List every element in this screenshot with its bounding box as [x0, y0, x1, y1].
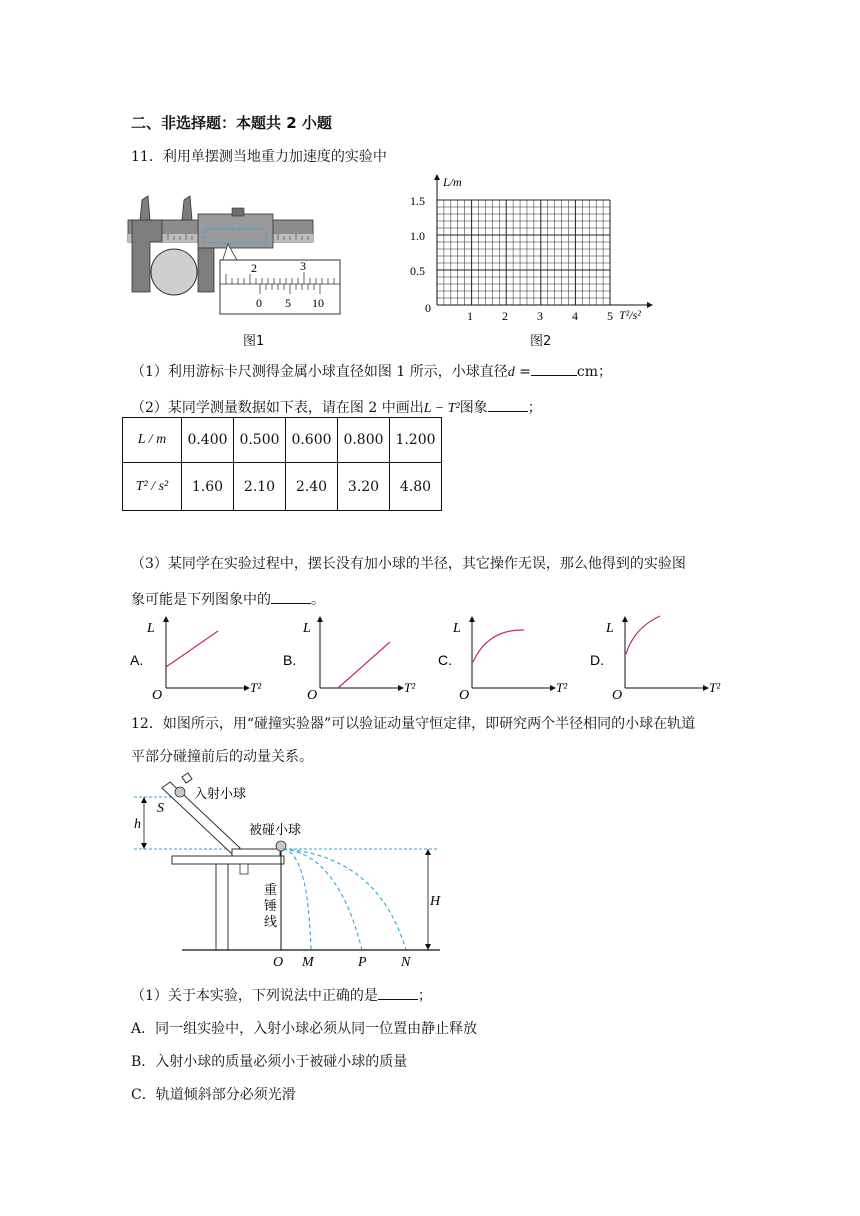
- svg-text:2: 2: [502, 309, 508, 323]
- table-row-header: L / m: [123, 418, 182, 463]
- option-d-graph: [590, 616, 721, 703]
- svg-text:T²/s²: T²/s²: [619, 308, 641, 322]
- answer-blank-diameter[interactable]: [531, 361, 577, 376]
- table-row: [123, 418, 442, 463]
- q12-choice-b[interactable]: B．入射小球的质量必须小于被碰小球的质量: [131, 1054, 408, 1070]
- svg-text:0: 0: [425, 301, 431, 315]
- q12-choice-a[interactable]: A．同一组实验中，入射小球必须从同一位置由静止释放: [131, 1021, 478, 1037]
- svg-text:O: O: [459, 688, 470, 703]
- q12-stem-line1: 12．如图所示，用“碰撞实验器”可以验证动量守恒定律，即研究两个半径相同的小球在轨道: [131, 716, 696, 732]
- option-b-graph: [283, 616, 416, 703]
- svg-text:B.: B.: [283, 652, 297, 668]
- table-row-header: T² / s²: [123, 463, 182, 511]
- svg-text:M: M: [302, 955, 314, 970]
- svg-text:T²: T²: [556, 680, 568, 695]
- option-c-graph: [438, 616, 568, 703]
- incident-ball: [175, 787, 185, 797]
- q12-part1: （1）关于本实验，下列说法中正确的是 ；: [131, 985, 432, 1005]
- svg-text:S: S: [157, 801, 164, 816]
- svg-text:0: 0: [256, 296, 262, 310]
- table-cell: 0.500: [234, 418, 286, 463]
- svg-text:入射小球: 入射小球: [194, 787, 247, 802]
- svg-text:L: L: [606, 621, 614, 636]
- svg-text:5: 5: [607, 309, 613, 323]
- metal-ball: [151, 249, 197, 295]
- svg-text:被碰小球: 被碰小球: [249, 823, 302, 838]
- svg-text:N: N: [401, 955, 411, 970]
- svg-text:10: 10: [312, 296, 324, 310]
- svg-text:重: 重: [264, 883, 278, 898]
- svg-text:5: 5: [285, 296, 291, 310]
- q11-part3-line1: （3）某同学在实验过程中，摆长没有加小球的半径，其它操作无误，那么他得到的实验图: [131, 556, 686, 572]
- svg-text:L: L: [147, 621, 155, 636]
- section-heading: 二、非选择题：本题共 2 小题: [131, 114, 332, 132]
- svg-text:1.0: 1.0: [410, 229, 425, 243]
- svg-text:T²: T²: [404, 680, 416, 695]
- q11-part2: （2）某同学测量数据如下表，请在图 2 中画出L − T²图象 ；: [131, 397, 542, 417]
- svg-text:P: P: [358, 955, 367, 970]
- svg-text:3: 3: [537, 309, 543, 323]
- figure-2-caption: 图2: [530, 334, 552, 349]
- table-cell: 2.40: [286, 463, 338, 511]
- svg-text:O: O: [152, 688, 163, 703]
- svg-text:T²: T²: [709, 680, 721, 695]
- option-c-curve: [473, 630, 524, 662]
- svg-text:L: L: [453, 621, 461, 636]
- option-a-curve: [166, 631, 218, 667]
- figure-1-vernier-caliper: [128, 192, 348, 317]
- svg-text:线: 线: [264, 915, 278, 930]
- svg-text:H: H: [430, 894, 441, 909]
- answer-blank-q12[interactable]: [378, 985, 418, 1000]
- answer-blank-option[interactable]: [271, 589, 311, 604]
- svg-text:A.: A.: [130, 652, 144, 668]
- data-table: [122, 417, 442, 511]
- svg-text:4: 4: [572, 309, 578, 323]
- svg-text:O: O: [612, 688, 623, 703]
- q11-stem: 11．利用单摆测当地重力加速度的实验中: [131, 149, 387, 165]
- option-a-graph: [130, 616, 262, 703]
- table-cell: 1.60: [182, 463, 234, 511]
- table-cell: 1.200: [390, 418, 442, 463]
- svg-text:T²: T²: [250, 680, 262, 695]
- svg-text:h: h: [134, 817, 141, 832]
- q11-part3-line2: 象可能是下列图象中的 。: [131, 589, 325, 609]
- option-d-curve: [626, 616, 660, 654]
- table-cell: 2.10: [234, 463, 286, 511]
- svg-text:3: 3: [300, 259, 306, 273]
- figure-2-grid: [400, 172, 660, 322]
- svg-text:1.5: 1.5: [410, 194, 425, 208]
- svg-text:O: O: [307, 688, 318, 703]
- figure-1-caption: 图1: [243, 334, 265, 349]
- q11-part1: （1）利用游标卡尺测得金属小球直径如图 1 所示，小球直径d = cm；: [131, 361, 612, 381]
- table-cell: 0.600: [286, 418, 338, 463]
- option-b-curve: [338, 642, 390, 688]
- table-cell: 0.400: [182, 418, 234, 463]
- q12-choice-c[interactable]: C．轨道倾斜部分必须光滑: [131, 1087, 296, 1103]
- svg-text:锤: 锤: [264, 899, 278, 914]
- table-cell: 4.80: [390, 463, 442, 511]
- table-cell: 0.800: [338, 418, 390, 463]
- svg-text:L/m: L/m: [443, 175, 462, 189]
- answer-blank-graph[interactable]: [488, 397, 528, 412]
- svg-text:2: 2: [251, 261, 257, 275]
- q12-stem-line2: 平部分碰撞前后的动量关系。: [131, 749, 313, 765]
- collision-apparatus-figure: [128, 770, 448, 970]
- svg-text:0.5: 0.5: [410, 264, 425, 278]
- option-graphs: [128, 612, 738, 704]
- svg-text:D.: D.: [590, 652, 604, 668]
- svg-text:C.: C.: [438, 652, 452, 668]
- svg-text:L: L: [303, 621, 311, 636]
- table-row: [123, 463, 442, 511]
- svg-text:1: 1: [467, 309, 473, 323]
- table-cell: 3.20: [338, 463, 390, 511]
- svg-text:O: O: [273, 955, 284, 970]
